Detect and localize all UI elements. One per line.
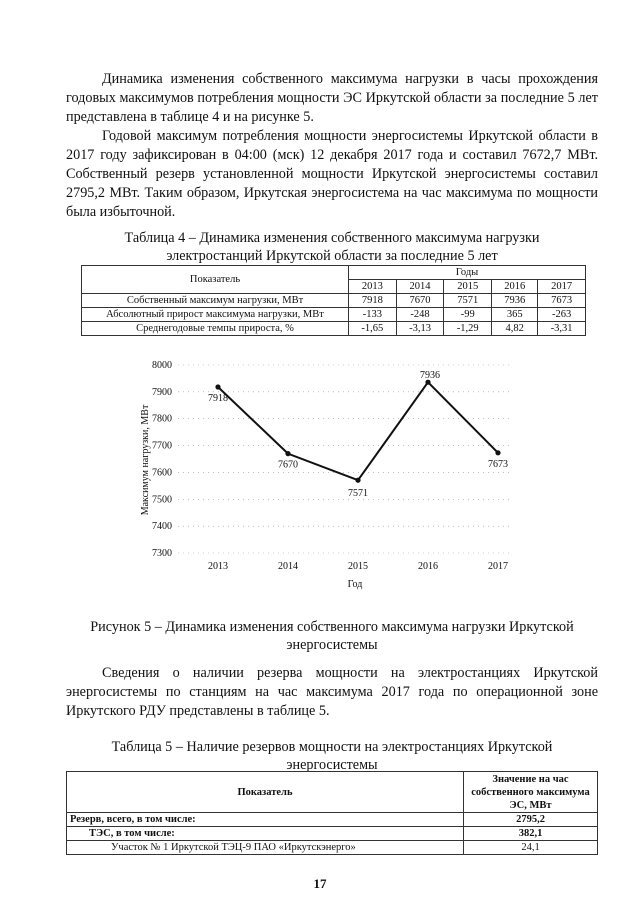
figure5-caption-line1: Рисунок 5 – Динамика изменения собственного максимума нагрузки Иркутской [90, 619, 574, 635]
figure5-caption-line2: энергосистемы [286, 637, 378, 653]
table4-header-years: Годы [349, 266, 586, 280]
table4-cell: 7673 [538, 294, 586, 308]
table-row [82, 308, 586, 322]
data-point [285, 451, 290, 456]
table-row [67, 841, 598, 855]
table4-cell: -1,29 [444, 322, 492, 336]
data-label: 7670 [278, 459, 298, 471]
table5-header-value: Значение на час собственного максимума ЭС, МВт [464, 772, 598, 813]
table4-cell: -133 [349, 308, 397, 322]
table4-cell: -3,13 [396, 322, 444, 336]
table4-year: 2015 [444, 280, 492, 294]
table-row [67, 827, 598, 841]
x-tick-label: 2014 [278, 561, 298, 572]
table-row [67, 813, 598, 827]
table4-cell: 7936 [492, 294, 538, 308]
table4-year: 2016 [492, 280, 538, 294]
x-axis-label: Год [347, 579, 363, 590]
y-tick-label: 7300 [152, 548, 172, 559]
table4-header-indicator: Показатель [82, 266, 349, 294]
table4-caption [60, 229, 604, 265]
table5-row-label: ТЭС, в том числе: [67, 827, 464, 841]
y-tick-label: 7500 [152, 494, 172, 506]
table-row [82, 294, 586, 308]
series-line [218, 382, 498, 480]
table5 [66, 771, 598, 855]
y-tick-label: 7900 [152, 386, 172, 398]
x-tick-label: 2016 [418, 561, 438, 572]
chart-points [215, 380, 500, 483]
table-row [82, 322, 586, 336]
table4-cell: 7571 [444, 294, 492, 308]
data-label: 7571 [348, 488, 368, 500]
table5-row-label: Участок № 1 Иркутской ТЭЦ-9 ПАО «Иркутскэнерго» [67, 841, 464, 855]
table5-caption-line1: Таблица 5 – Наличие резервов мощности на электростанциях Иркутской [111, 739, 553, 755]
data-label: 7918 [208, 393, 228, 405]
table5-caption [60, 738, 604, 774]
paragraph-reserve: Сведения о наличии резерва мощности на электростанциях Иркутской энергосистемы по станциям на час максимума 2017 года по операционной зоне Иркутского РДУ представлены в таблице 5. [66, 665, 598, 719]
table5-row-label: Резерв, всего, в том числе: [67, 813, 464, 827]
reserve-paragraph [66, 664, 598, 721]
table5-header-row [67, 772, 598, 813]
table5-caption-line2: энергосистемы [286, 757, 378, 773]
paragraph-dynamics: Динамика изменения собственного максимума нагрузки в часы прохождения годовых максимумов потребления мощности ЭС Иркутской области за последние 5 лет представлена в таблице 4 и на рисунке 5. [66, 71, 598, 125]
table4-cell: -263 [538, 308, 586, 322]
x-tick-label: 2017 [488, 561, 508, 572]
data-label: 7936 [420, 370, 440, 382]
table5-cell: 24,1 [464, 841, 598, 855]
load-max-chart [130, 355, 520, 595]
y-tick-label: 7700 [152, 440, 172, 452]
data-point [495, 450, 500, 455]
table5-header-indicator: Показатель [67, 772, 464, 813]
table5-cell: 2795,2 [464, 813, 598, 827]
table5-cell: 382,1 [464, 827, 598, 841]
table4 [81, 265, 586, 336]
table4-row-label: Среднегодовые темпы прироста, % [82, 322, 349, 336]
table4-cell: 4,82 [492, 322, 538, 336]
y-tick-label: 7400 [152, 521, 172, 533]
x-tick-label: 2013 [208, 561, 228, 572]
y-tick-label: 7600 [152, 467, 172, 479]
table4-row-label: Собственный максимум нагрузки, МВт [82, 294, 349, 308]
figure5-caption [60, 618, 604, 654]
paragraph-annual-max: Годовой максимум потребления мощности энергосистемы Иркутской области в 2017 году зафиксирован в 04:00 (мск) 12 декабря 2017 года и составил 7672,7 МВт. Собственный резерв установленной мощности Иркутской энергосистемы составил 2795,2 МВт. Таким образом, Иркутская энергосистема на час максимума по мощности была избыточной. [66, 128, 598, 220]
table4-cell: -3,31 [538, 322, 586, 336]
table4-caption-line2: электростанций Иркутской области за последние 5 лет [166, 248, 498, 264]
table4-header-row [82, 266, 586, 280]
table4-cell: -1,65 [349, 322, 397, 336]
table4-cell: 7918 [349, 294, 397, 308]
table4-year: 2013 [349, 280, 397, 294]
intro-paragraph [66, 70, 598, 222]
data-label: 7673 [488, 458, 508, 470]
table4-cell: 365 [492, 308, 538, 322]
data-point [355, 478, 360, 483]
chart-y-ticks [152, 360, 172, 559]
y-tick-label: 8000 [152, 360, 172, 371]
table4-cell: -248 [396, 308, 444, 322]
chart-x-ticks [208, 561, 508, 572]
table4-year: 2014 [396, 280, 444, 294]
table4-cell: -99 [444, 308, 492, 322]
table4-caption-line1: Таблица 4 – Динамика изменения собственного максимума нагрузки [124, 230, 540, 246]
table4-year: 2017 [538, 280, 586, 294]
data-point [215, 384, 220, 389]
table4-cell: 7670 [396, 294, 444, 308]
y-axis-label: Максимум нагрузки, МВт [140, 404, 151, 516]
page-number: 17 [313, 876, 327, 891]
x-tick-label: 2015 [348, 561, 368, 572]
table4-row-label: Абсолютный прирост максимума нагрузки, МВт [82, 308, 349, 322]
y-tick-label: 7800 [152, 413, 172, 425]
